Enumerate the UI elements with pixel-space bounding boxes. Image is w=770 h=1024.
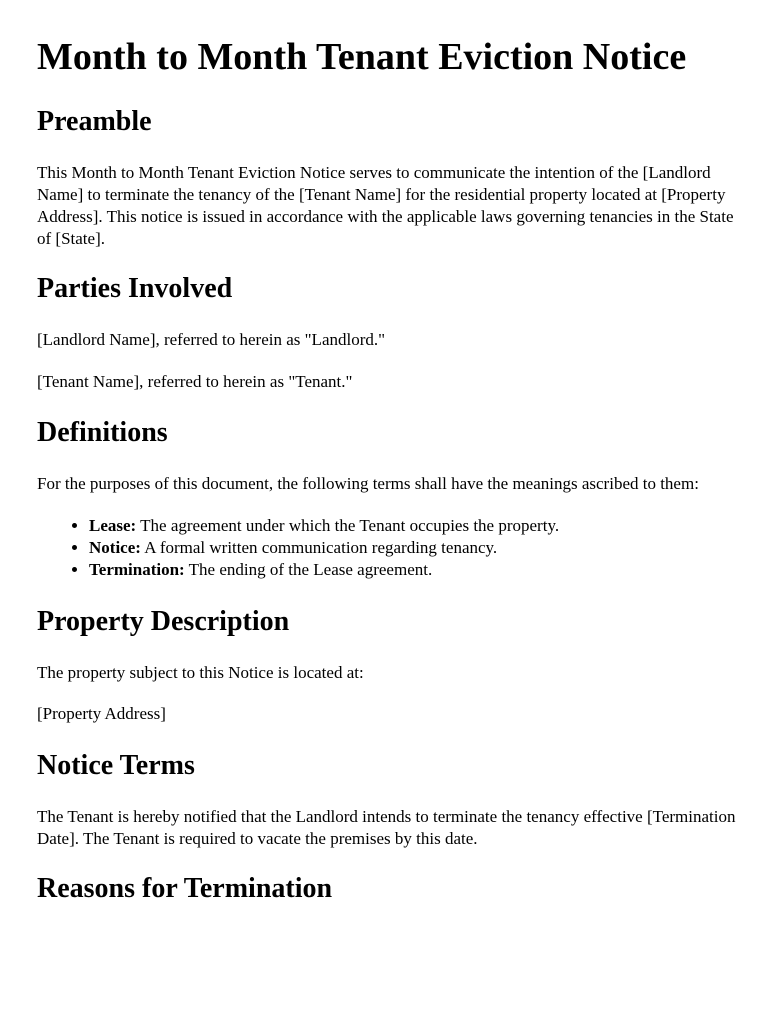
property-intro: The property subject to this Notice is located at: [37, 663, 364, 682]
document-page [37, 0, 737, 905]
definition-term: Notice: [89, 538, 141, 557]
tenant-party-paragraph: [Tenant Name], referred to herein as "Tenant." [37, 372, 353, 391]
section-heading-reasons: Reasons for Termination [37, 873, 333, 904]
notice-terms-paragraph: The Tenant is hereby notified that the Landlord intends to terminate the tenancy effective [Termination Date]. The Tenant is required to vacate the premises by this date. [37, 807, 736, 848]
definition-term: Lease: [89, 516, 137, 535]
definition-text: The agreement under which the Tenant occupies the property. [136, 516, 560, 535]
list-item [89, 515, 737, 537]
section-heading-property: Property Description [37, 606, 290, 637]
section-heading-definitions: Definitions [37, 417, 168, 448]
list-item [89, 559, 737, 581]
definitions-list [37, 515, 737, 581]
section-heading-parties: Parties Involved [37, 273, 233, 304]
definition-term: Termination: [89, 560, 185, 579]
document-title: Month to Month Tenant Eviction Notice [37, 36, 687, 78]
definitions-intro: For the purposes of this document, the following terms shall have the meanings ascribed to them: [37, 474, 699, 493]
property-address: [Property Address] [37, 704, 166, 723]
landlord-party-paragraph: [Landlord Name], referred to herein as "Landlord." [37, 330, 386, 349]
preamble-paragraph: This Month to Month Tenant Eviction Notice serves to communicate the intention of the [Landlord Name] to terminate the tenancy of the [Tenant Name] for the residential property located at [Property Address]. This notice is issued in accordance with the applicable laws governing tenancies in the State of [State]. [37, 163, 734, 248]
definition-text: A formal written communication regarding tenancy. [140, 538, 498, 557]
section-heading-preamble: Preamble [37, 106, 152, 137]
definition-text: The ending of the Lease agreement. [184, 560, 433, 579]
list-item [89, 537, 737, 559]
section-heading-notice-terms: Notice Terms [37, 750, 195, 781]
